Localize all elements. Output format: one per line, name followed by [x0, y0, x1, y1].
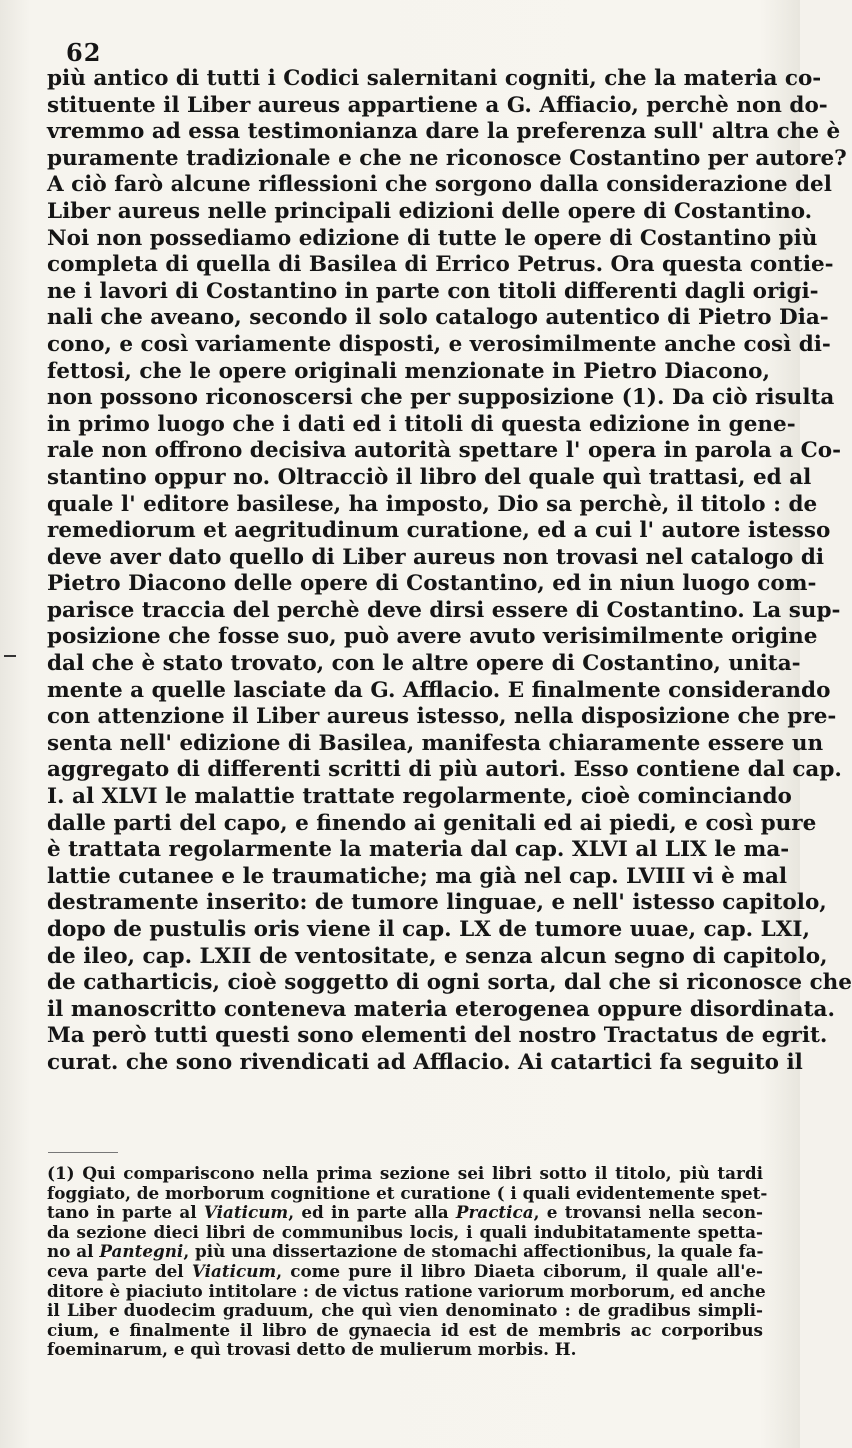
body-line: parisce traccia del perchè deve dirsi essere di Costantino. La sup- [47, 597, 841, 623]
footnote-rule [48, 1152, 118, 1153]
body-line: Noi non possediamo edizione di tutte le opere di Costantino più [47, 225, 818, 251]
body-line: Ma però tutti questi sono elementi del nostro Tractatus de egrit. [47, 1023, 828, 1049]
body-line: stantino oppur no. Oltracciò il libro del quale quì trattasi, ed al [47, 464, 812, 490]
footnote-line [47, 1321, 763, 1341]
footnote-text: , ed in parte alla [288, 1202, 456, 1223]
footnote-text: ditore è piaciuto intitolare : de victus ratione variorum morborum, ed anche [47, 1280, 766, 1301]
footnote-text: tano in parte al [47, 1202, 204, 1223]
footnote-line [47, 1262, 763, 1282]
footnote-text: no al [47, 1241, 100, 1262]
body-line: aggregato di differenti scritti di più autori. Esso contiene dal cap. [47, 757, 842, 783]
body-line: deve aver dato quello di Liber aureus non trovasi nel catalogo di [47, 544, 825, 570]
body-line: il manoscritto conteneva materia eterogenea oppure disordinata. [47, 996, 835, 1022]
body-line: Pietro Diacono delle opere di Costantino, ed in niun luogo com- [47, 571, 817, 597]
footnote-line [47, 1301, 763, 1321]
footnote-text: il Liber duodecim graduum, che quì vien denominato : de gradibus simpli- [47, 1300, 763, 1321]
body-line: nali che aveano, secondo il solo catalogo autentico di Pietro Dia- [47, 305, 829, 331]
body-line: de catharticis, cioè soggetto di ogni sorta, dal che si riconosce che [47, 970, 852, 996]
body-line: mente a quelle lasciate da G. Afflacio. E finalmente considerando [47, 677, 831, 703]
body-line: non possono riconoscersi che per supposizione (1). Da ciò risulta [47, 385, 835, 411]
footnote-italic-title: Pantegni [99, 1241, 184, 1262]
body-line: puramente tradizionale e che ne riconosce Costantino per autore? [47, 145, 847, 171]
footnote-italic-title: Viaticum [203, 1202, 289, 1223]
body-line: posizione che fosse suo, può avere avuto verisimilmente origine [47, 624, 818, 650]
footnote-text: ceva parte del [47, 1260, 192, 1281]
body-line: dal che è stato trovato, con le altre opere di Costantino, unita- [47, 651, 801, 677]
body-line: fettosi, che le opere originali menzionate in Pietro Diacono, [47, 358, 771, 384]
body-line: cono, e così variamente disposti, e verosimilmente anche così di- [47, 331, 831, 357]
footnote-line [47, 1280, 766, 1302]
footnote-line [47, 1223, 763, 1243]
footnote [47, 1163, 768, 1360]
margin-mark [4, 655, 16, 657]
body-line: è trattata regolarmente la materia dal cap. XLVI al LIX le ma- [47, 837, 790, 863]
body-line: I. al XLVI le malattie trattate regolarmente, cioè cominciando [47, 784, 792, 810]
page-number: 62 [66, 38, 102, 67]
body-line: remediorum et aegritudinum curatione, ed a cui l' autore istesso [47, 518, 831, 544]
body-line: ne i lavori di Costantino in parte con titoli differenti dagli origi- [47, 278, 819, 304]
body-line: vremmo ad essa testimonianza dare la preferenza sull' altra che è [47, 119, 841, 145]
body-line: Liber aureus nelle principali edizioni delle opere di Costantino. [47, 198, 813, 224]
body-line: A ciò farò alcune riflessioni che sorgono dalla considerazione del [47, 172, 832, 198]
body-line: senta nell' edizione di Basilea, manifesta chiaramente essere un [47, 730, 824, 756]
footnote-text: da sezione dieci libri de communibus locis, i quali indubitatamente spetta- [47, 1221, 763, 1242]
footnote-line [47, 1242, 763, 1262]
body-line: dopo de pustulis oris viene il cap. LX de tumore uuae, cap. LXI, [47, 917, 810, 942]
footnote-line [47, 1340, 763, 1360]
body-line: con attenzione il Liber aureus istesso, nella disposizione che pre- [47, 704, 837, 730]
footnote-text: , e trovansi nella secon- [533, 1202, 763, 1223]
footnote-italic-title: Viaticum [191, 1260, 277, 1281]
footnote-italic-title: Practica [455, 1202, 534, 1223]
footnote-text: , più una dissertazione de stomachi affectionibus, la quale fa- [183, 1241, 764, 1262]
footnote-text: , come pure il libro Diaeta ciborum, il quale all'e- [276, 1260, 764, 1281]
body-line: lattie cutanee e le traumatiche; ma già nel cap. LVIII vi è mal [47, 863, 788, 889]
body-line: destramente inserito: de tumore linguae, e nell' istesso capitolo, [47, 890, 827, 916]
body-line: dalle parti del capo, e finendo ai genitali ed ai piedi, e così pure [47, 810, 817, 836]
footnote-line [47, 1164, 763, 1184]
footnote-line [47, 1203, 763, 1223]
body-line: in primo luogo che i dati ed i titoli di questa edizione in gene- [47, 411, 796, 437]
body-line: quale l' editore basilese, ha imposto, Dio sa perchè, il titolo : de [47, 491, 818, 517]
body-line: completa di quella di Basilea di Errico Petrus. Ora questa contie- [47, 252, 834, 278]
body-text [47, 66, 852, 1077]
body-line: de ileo, cap. LXII de ventositate, e senza alcun segno di capitolo, [47, 943, 828, 969]
footnote-text: (1) Qui compariscono nella prima sezione sei libri sotto il titolo, più tardi [47, 1163, 763, 1183]
body-line: rale non offrono decisiva autorità spettare l' opera in parola a Co- [47, 438, 842, 464]
body-line: più antico di tutti i Codici salernitani cogniti, che la materia co- [47, 66, 822, 91]
footnote-line [47, 1182, 768, 1204]
body-line: curat. che sono rivendicati ad Afflacio. Ai catartici fa seguito il [47, 1049, 803, 1075]
footnote-text: foggiato, de morborum cognitione et curatione ( i quali evidentemente spet- [47, 1182, 768, 1203]
footnote-text: cium, e finalmente il libro de gynaecia id est de membris ac corporibus [47, 1319, 763, 1340]
footnote-text: foeminarum, e quì trovasi detto de mulierum morbis. H. [47, 1339, 577, 1360]
body-line: stituente il Liber aureus appartiene a G. Affiacio, perchè non do- [47, 92, 828, 118]
